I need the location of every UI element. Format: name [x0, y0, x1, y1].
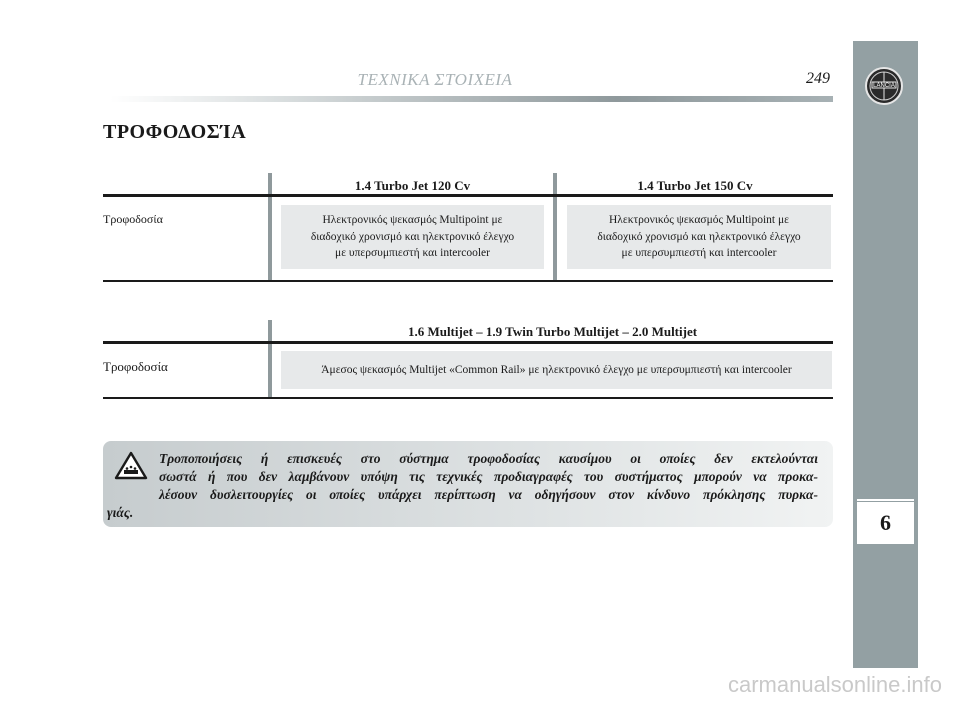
warning-box	[103, 441, 833, 527]
header-title: ΤΕΧΝΙΚΑ ΣΤΟΙΧΕΙΑ	[357, 70, 513, 89]
table1-row-label: Τροφοδοσία	[103, 212, 163, 226]
table1-cell-2	[567, 205, 831, 269]
page-number: 249	[806, 70, 830, 87]
table1-cell-2-line-1: Ηλεκτρονικός ψεκασμός Multipoint με	[609, 213, 789, 226]
chapter-sidebar	[853, 41, 918, 668]
table1-col-header-1: 1.4 Turbo Jet 120 Cv	[354, 178, 471, 193]
chapter-number: 6	[857, 502, 914, 544]
table1-cell-1-line-3: με υπερσυμπιεστή και intercooler	[335, 247, 490, 260]
section-title: ΤΡΟΦΟΔΟΣΊΑ	[103, 121, 247, 143]
table1-bottom-rule	[103, 280, 833, 282]
table2-cell: Άμεσος ψεκασμός Multijet «Common Rail» με ηλεκτρονικό έλεγχο με υπερσυμπιεστή και intercooler	[281, 351, 832, 389]
logo-text: LANCIA	[873, 83, 895, 89]
warning-line-3: λέσουν δυσλειτουργίες οι οποίες υπάρχει περίπτωση να οδηγήσουν στον κίνδυνο πρόκλησης πυρκα-	[159, 487, 818, 502]
warning-line-1: Τροποποιήσεις ή επισκευές στο σύστημα τροφοδοσίας καυσίμου οι οποίες δεν εκτελούνται	[159, 451, 818, 466]
warning-text	[103, 450, 818, 522]
table1-col-header-2: 1.4 Turbo Jet 150 Cv	[637, 178, 753, 193]
watermark-text: carmanualsonline.info	[727, 672, 942, 697]
table1-cell-1-line-1: Ηλεκτρονικός ψεκασμός Multipoint με	[322, 213, 503, 226]
watermark	[0, 672, 960, 698]
warning-line-4: γιάς.	[107, 505, 134, 520]
lancia-logo-icon	[864, 66, 904, 106]
table2-row-label: Τροφοδοσία	[103, 359, 168, 374]
table1-cell-1	[281, 205, 544, 269]
table1-cell-2-line-2: διαδοχικό χρονισμό και ηλεκτρονικό έλεγχο	[597, 230, 801, 243]
table1-cell-2-line-3: με υπερσυμπιεστή και intercooler	[621, 247, 777, 260]
table2-col-header: 1.6 Multijet – 1.9 Twin Turbo Multijet – 2.0 Multijet	[407, 324, 698, 339]
table2-bottom-rule	[103, 397, 833, 399]
warning-line-2: σωστά ή που δεν λαμβάνουν υπόψη τις τεχνικές προδιαγραφές του συστήματος μπορούν να προκα-	[159, 469, 818, 484]
table1-cell-1-line-2: διαδοχικό χρονισμό και ηλεκτρονικό έλεγχο	[310, 230, 515, 243]
table1-header-rule	[103, 194, 833, 197]
table2-header-rule	[103, 341, 833, 344]
header-rule	[110, 96, 833, 102]
